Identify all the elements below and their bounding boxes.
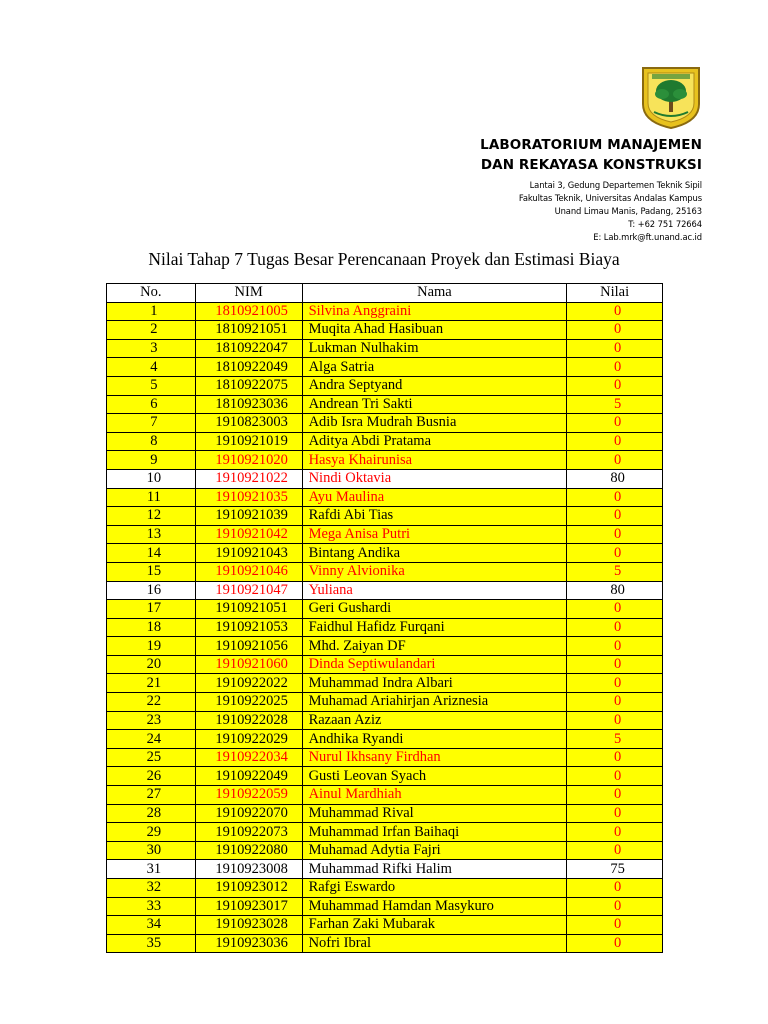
row-no: 8: [107, 432, 196, 451]
row-nama: Lukman Nulhakim: [302, 339, 567, 358]
row-no: 26: [107, 767, 196, 786]
lab-name-line1: LABORATORIUM MANAJEMEN: [480, 137, 702, 153]
row-no: 20: [107, 655, 196, 674]
table-row: [107, 897, 663, 916]
row-nilai: 0: [567, 711, 663, 730]
row-nim: 1910921039: [195, 507, 302, 526]
table-row: [107, 674, 663, 693]
table-row: [107, 581, 663, 600]
row-nilai: 0: [567, 544, 663, 563]
row-no: 3: [107, 339, 196, 358]
row-nama: Ainul Mardhiah: [302, 786, 567, 805]
row-nim: 1910921060: [195, 655, 302, 674]
row-nim: 1810921051: [195, 321, 302, 340]
table-row: [107, 451, 663, 470]
table-row: [107, 395, 663, 414]
row-nama: Muhammad Rival: [302, 804, 567, 823]
row-nama: Hasya Khairunisa: [302, 451, 567, 470]
row-nilai: 0: [567, 339, 663, 358]
row-nilai: 0: [567, 916, 663, 935]
row-nim: 1910921051: [195, 600, 302, 619]
row-nama: Geri Gushardi: [302, 600, 567, 619]
row-nim: 1810922047: [195, 339, 302, 358]
row-no: 10: [107, 469, 196, 488]
table-header-row: [107, 284, 663, 303]
row-no: 11: [107, 488, 196, 507]
row-no: 22: [107, 693, 196, 712]
row-no: 7: [107, 414, 196, 433]
table-row: [107, 655, 663, 674]
header-nilai: Nilai: [567, 284, 663, 303]
row-nilai: 0: [567, 841, 663, 860]
row-nama: Muqita Ahad Hasibuan: [302, 321, 567, 340]
row-nim: 1910921056: [195, 637, 302, 656]
row-nim: 1810921005: [195, 302, 302, 321]
table-row: [107, 693, 663, 712]
row-nama: Rafgi Eswardo: [302, 879, 567, 898]
row-nilai: 0: [567, 804, 663, 823]
table-row: [107, 302, 663, 321]
row-nim: 1910921053: [195, 618, 302, 637]
lab-header: [480, 135, 702, 244]
row-nim: 1910921020: [195, 451, 302, 470]
row-nim: 1910921046: [195, 562, 302, 581]
row-nim: 1910921035: [195, 488, 302, 507]
lab-address-line3: Unand Limau Manis, Padang, 25163: [554, 206, 702, 216]
table-body: [107, 302, 663, 953]
table-row: [107, 730, 663, 749]
row-nim: 1810922075: [195, 376, 302, 395]
row-no: 14: [107, 544, 196, 563]
row-no: 32: [107, 879, 196, 898]
table-row: [107, 823, 663, 842]
row-nilai: 0: [567, 897, 663, 916]
row-nama: Muhammad Indra Albari: [302, 674, 567, 693]
row-nama: Muhamad Ariahirjan Ariznesia: [302, 693, 567, 712]
row-nim: 1910921047: [195, 581, 302, 600]
row-nilai: 0: [567, 376, 663, 395]
row-nilai: 0: [567, 525, 663, 544]
lab-email: E: Lab.mrk@ft.unand.ac.id: [593, 232, 702, 242]
row-nim: 1910921022: [195, 469, 302, 488]
row-nama: Nurul Ikhsany Firdhan: [302, 748, 567, 767]
row-nim: 1910823003: [195, 414, 302, 433]
row-nilai: 0: [567, 414, 663, 433]
lab-address-line1: Lantai 3, Gedung Departemen Teknik Sipil: [529, 180, 702, 190]
row-nim: 1910923017: [195, 897, 302, 916]
row-no: 19: [107, 637, 196, 656]
row-no: 17: [107, 600, 196, 619]
table-row: [107, 916, 663, 935]
row-nilai: 75: [567, 860, 663, 879]
row-nilai: 0: [567, 302, 663, 321]
row-nim: 1910921043: [195, 544, 302, 563]
row-nim: 1910922049: [195, 767, 302, 786]
row-nim: 1910922029: [195, 730, 302, 749]
row-nilai: 0: [567, 748, 663, 767]
row-nilai: 5: [567, 395, 663, 414]
table-row: [107, 711, 663, 730]
lab-phone: T: +62 751 72664: [628, 219, 702, 229]
table-row: [107, 432, 663, 451]
table-row: [107, 544, 663, 563]
row-nilai: 5: [567, 730, 663, 749]
table-row: [107, 525, 663, 544]
row-nim: 1910923012: [195, 879, 302, 898]
row-no: 29: [107, 823, 196, 842]
row-nim: 1910922022: [195, 674, 302, 693]
row-nama: Muhammad Hamdan Masykuro: [302, 897, 567, 916]
row-nilai: 0: [567, 934, 663, 953]
row-nim: 1910921019: [195, 432, 302, 451]
table-row: [107, 879, 663, 898]
table-row: [107, 469, 663, 488]
table-row: [107, 321, 663, 340]
table-row: [107, 339, 663, 358]
row-nama: Rafdi Abi Tias: [302, 507, 567, 526]
row-no: 15: [107, 562, 196, 581]
table-row: [107, 507, 663, 526]
row-nilai: 0: [567, 655, 663, 674]
row-nilai: 5: [567, 562, 663, 581]
row-nim: 1910922070: [195, 804, 302, 823]
row-nilai: 0: [567, 600, 663, 619]
row-nim: 1910923028: [195, 916, 302, 935]
row-no: 6: [107, 395, 196, 414]
lab-address-line2: Fakultas Teknik, Universitas Andalas Kampus: [518, 193, 702, 203]
row-nilai: 0: [567, 674, 663, 693]
table-row: [107, 376, 663, 395]
row-nim: 1910922080: [195, 841, 302, 860]
table-row: [107, 804, 663, 823]
row-nilai: 0: [567, 432, 663, 451]
row-nama: Razaan Aziz: [302, 711, 567, 730]
table-row: [107, 358, 663, 377]
row-no: 35: [107, 934, 196, 953]
university-logo: [640, 64, 702, 130]
table-row: [107, 748, 663, 767]
table-row: [107, 600, 663, 619]
table-row: [107, 934, 663, 953]
row-nim: 1910923036: [195, 934, 302, 953]
row-no: 9: [107, 451, 196, 470]
row-nama: Andrean Tri Sakti: [302, 395, 567, 414]
row-no: 2: [107, 321, 196, 340]
row-no: 33: [107, 897, 196, 916]
row-nilai: 0: [567, 823, 663, 842]
header-nim: NIM: [195, 284, 302, 303]
table-row: [107, 860, 663, 879]
row-nilai: 0: [567, 451, 663, 470]
row-nama: Muhamad Adytia Fajri: [302, 841, 567, 860]
row-nim: 1910922028: [195, 711, 302, 730]
table-row: [107, 562, 663, 581]
row-nilai: 0: [567, 786, 663, 805]
row-nama: Andra Septyand: [302, 376, 567, 395]
row-nilai: 0: [567, 637, 663, 656]
table-row: [107, 767, 663, 786]
row-nilai: 0: [567, 618, 663, 637]
row-nilai: 0: [567, 358, 663, 377]
row-nama: Faidhul Hafidz Furqani: [302, 618, 567, 637]
row-nilai: 0: [567, 507, 663, 526]
row-nama: Muhammad Rifki Halim: [302, 860, 567, 879]
row-no: 28: [107, 804, 196, 823]
table-row: [107, 414, 663, 433]
row-no: 31: [107, 860, 196, 879]
row-nama: Ayu Maulina: [302, 488, 567, 507]
document-title: Nilai Tahap 7 Tugas Besar Perencanaan Proyek dan Estimasi Biaya: [148, 249, 620, 269]
row-no: 27: [107, 786, 196, 805]
row-nama: Mega Anisa Putri: [302, 525, 567, 544]
header-no: No.: [107, 284, 196, 303]
row-nim: 1910922025: [195, 693, 302, 712]
row-no: 34: [107, 916, 196, 935]
row-nilai: 0: [567, 488, 663, 507]
row-nama: Gusti Leovan Syach: [302, 767, 567, 786]
row-nama: Farhan Zaki Mubarak: [302, 916, 567, 935]
row-nim: 1810923036: [195, 395, 302, 414]
row-nim: 1910923008: [195, 860, 302, 879]
row-nama: Silvina Anggraini: [302, 302, 567, 321]
table-row: [107, 637, 663, 656]
grades-table: [106, 283, 663, 953]
row-nilai: 80: [567, 469, 663, 488]
row-nama: Aditya Abdi Pratama: [302, 432, 567, 451]
row-nama: Nindi Oktavia: [302, 469, 567, 488]
table-row: [107, 488, 663, 507]
row-nama: Mhd. Zaiyan DF: [302, 637, 567, 656]
row-nama: Nofri Ibral: [302, 934, 567, 953]
lab-name-line2: DAN REKAYASA KONSTRUKSI: [480, 157, 702, 173]
row-nilai: 0: [567, 321, 663, 340]
row-no: 4: [107, 358, 196, 377]
row-nim: 1910922059: [195, 786, 302, 805]
row-no: 21: [107, 674, 196, 693]
table-row: [107, 786, 663, 805]
row-nama: Vinny Alvionika: [302, 562, 567, 581]
row-no: 1: [107, 302, 196, 321]
row-nama: Dinda Septiwulandari: [302, 655, 567, 674]
row-nim: 1910922073: [195, 823, 302, 842]
row-nama: Yuliana: [302, 581, 567, 600]
row-nama: Andhika Ryandi: [302, 730, 567, 749]
row-nama: Alga Satria: [302, 358, 567, 377]
row-no: 5: [107, 376, 196, 395]
row-nama: Bintang Andika: [302, 544, 567, 563]
table-row: [107, 618, 663, 637]
row-no: 30: [107, 841, 196, 860]
row-no: 13: [107, 525, 196, 544]
row-no: 18: [107, 618, 196, 637]
row-nilai: 0: [567, 879, 663, 898]
row-nama: Muhammad Irfan Baihaqi: [302, 823, 567, 842]
row-no: 24: [107, 730, 196, 749]
row-nilai: 0: [567, 767, 663, 786]
row-nilai: 80: [567, 581, 663, 600]
row-no: 23: [107, 711, 196, 730]
row-nim: 1810922049: [195, 358, 302, 377]
table-row: [107, 841, 663, 860]
row-no: 12: [107, 507, 196, 526]
row-no: 25: [107, 748, 196, 767]
row-no: 16: [107, 581, 196, 600]
row-nilai: 0: [567, 693, 663, 712]
row-nama: Adib Isra Mudrah Busnia: [302, 414, 567, 433]
row-nim: 1910922034: [195, 748, 302, 767]
row-nim: 1910921042: [195, 525, 302, 544]
header-nama: Nama: [302, 284, 567, 303]
